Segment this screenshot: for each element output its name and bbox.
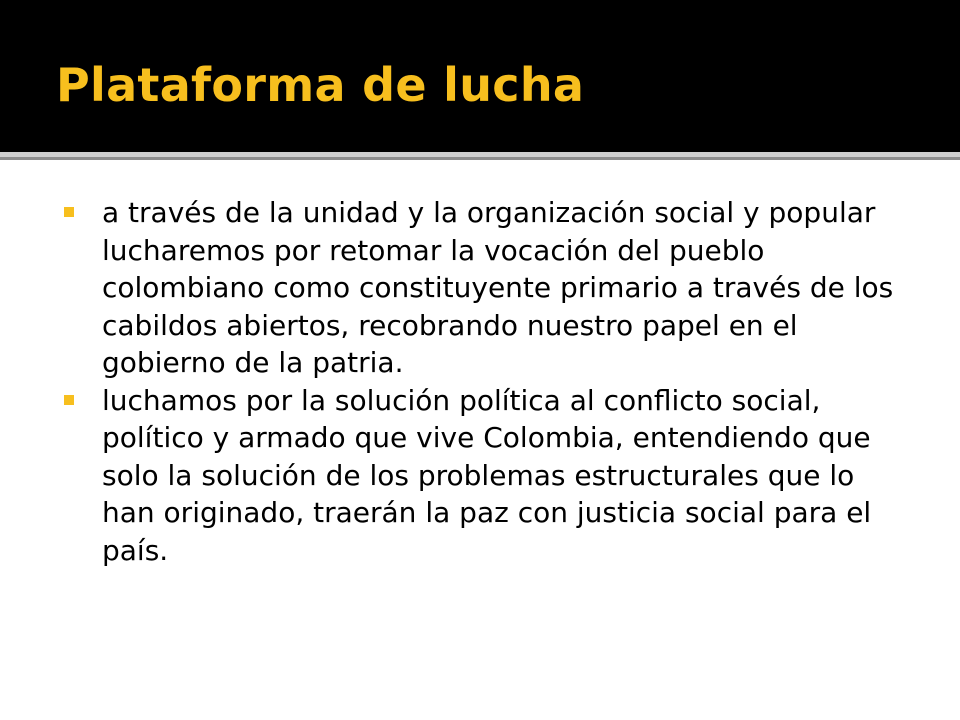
- bullet-item: [60, 382, 908, 570]
- slide-title: Plataforma de lucha: [56, 58, 585, 112]
- square-bullet-icon: [64, 207, 74, 217]
- bullet-text: a través de la unidad y la organización social y popular lucharemos por retomar la vocación del pueblo colombiano como constituyente primario a través de los cabildos abiertos, recobrando nuestro papel en el gobierno de la patria.: [102, 196, 894, 379]
- title-band: [0, 0, 960, 152]
- bullet-list: [60, 194, 908, 569]
- bullet-item: [60, 194, 908, 382]
- bullet-text: luchamos por la solución política al conflicto social, político y armado que vive Colombia, entendiendo que solo la solución de los problemas estructurales que lo han originado, traerán la paz con justicia social para el país.: [102, 383, 872, 567]
- slide-content: [0, 160, 960, 720]
- square-bullet-icon: [64, 395, 74, 405]
